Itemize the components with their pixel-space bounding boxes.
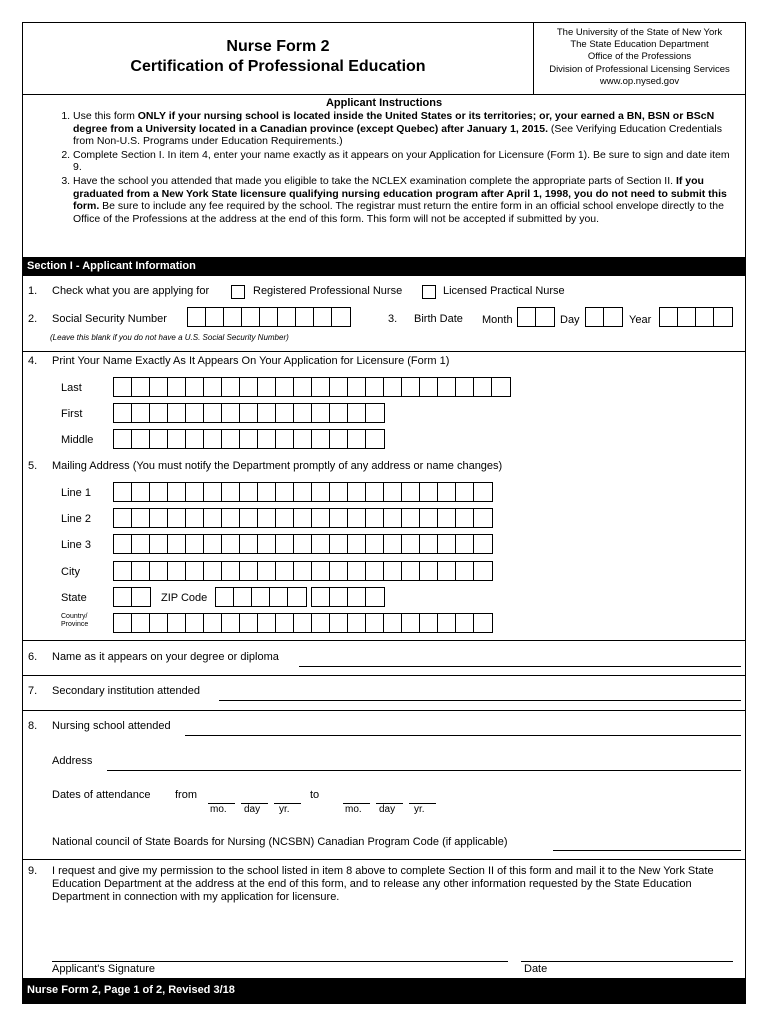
zip-label: ZIP Code: [161, 592, 208, 604]
zip-input[interactable]: [215, 587, 307, 607]
form-title-line2: Certification of Professional Education: [130, 58, 426, 75]
city-label: City: [61, 566, 80, 578]
to-label: to: [310, 789, 320, 801]
divider: [23, 710, 745, 711]
item-number: 3.: [388, 313, 398, 325]
item-number: 5.: [28, 460, 38, 472]
name-section-label: Print Your Name Exactly As It Appears On Your Application for Licensure (Form 1): [52, 355, 450, 367]
day-label: Day: [560, 314, 580, 326]
agency-line: The University of the State of New York: [556, 27, 723, 38]
secondary-institution-label: Secondary institution attended: [52, 685, 200, 697]
q1-label: Check what you are applying for: [52, 285, 210, 297]
nursing-school-address-field[interactable]: [107, 770, 741, 771]
agency-line: Division of Professional Licensing Services: [549, 63, 730, 75]
ssn-label: Social Security Number: [52, 313, 167, 325]
state-label: State: [61, 592, 87, 604]
yr-label: yr.: [279, 804, 290, 815]
agency-block: [533, 23, 745, 94]
item-number: 7.: [28, 685, 38, 697]
signature-label: Applicant's Signature: [52, 963, 155, 975]
secondary-institution-field[interactable]: [219, 700, 741, 701]
form-title: [23, 37, 533, 77]
permission-statement: I request and give my permission to the school listed in item 8 above to complete Section II of this form and mail it to the New York State Education Department at the address at the end of this form, and to release any other information requested by the State Education Department in connection with my application for licensure.: [52, 865, 714, 903]
year-label: Year: [629, 314, 652, 326]
address-line3-input[interactable]: [113, 534, 493, 554]
address-line1-input[interactable]: [113, 482, 493, 502]
item-number: 9.: [28, 865, 38, 877]
month-label: Month: [482, 314, 513, 326]
form-header: [23, 23, 745, 95]
middle-name-input[interactable]: [113, 429, 385, 449]
last-name-input[interactable]: [113, 377, 511, 397]
divider: [23, 640, 745, 641]
ssn-input[interactable]: [187, 307, 351, 327]
instruction-item: 3. Have the school you attended that made you eligible to take the NCLEX examination complete the appropriate parts of Section II. If you graduated from a New York State licensure qualifying nursing education program after April 1, 1998, you do not need to submit this form. Be sure to include any fee required by the school. The registrar must return the entire form in an official school envelope directly to the Office of the Professions at the address at the end of this form. This form will not be accepted if submitted by you.: [73, 175, 737, 225]
degree-name-field[interactable]: [299, 666, 741, 667]
agency-website: www.op.nysed.gov: [599, 75, 680, 87]
nurse-form: [22, 22, 746, 1004]
rn-checkbox[interactable]: [231, 285, 245, 299]
state-input[interactable]: [113, 587, 151, 607]
middle-name-label: Middle: [61, 434, 94, 446]
section-1-header: Section I - Applicant Information: [23, 257, 745, 276]
item-number: 1.: [28, 285, 38, 297]
last-name-label: Last: [61, 382, 82, 394]
degree-name-label: Name as it appears on your degree or diploma: [52, 651, 279, 663]
birth-month-input[interactable]: [517, 307, 555, 327]
mo-label: mo.: [210, 804, 227, 815]
form-title-line1: Nurse Form 2: [226, 38, 330, 55]
page-footer: Nurse Form 2, Page 1 of 2, Revised 3/18: [23, 978, 745, 1003]
line1-label: Line 1: [61, 487, 91, 499]
birth-date-label: Birth Date: [414, 313, 463, 325]
agency-line: The State Education Department: [570, 39, 709, 51]
first-name-input[interactable]: [113, 403, 385, 423]
city-input[interactable]: [113, 561, 493, 581]
instruction-item: 2. Complete Section I. In item 4, enter your name exactly as it appears on your Application for Licensure (Form 1). Be sure to sign and date item 9.: [73, 149, 737, 174]
birth-year-input[interactable]: [659, 307, 733, 327]
address-line2-input[interactable]: [113, 508, 493, 528]
instruction-item: 1. Use this form ONLY if your nursing school is located inside the United States or its territories; or, your earned a BN, BSN or BScN degree from a University located in a Canadian province (except Quebec) after January 1, 2015. (See Verifying Education Credentials from Non-U.S. Programs under Education Requirements.): [73, 110, 737, 148]
line3-label: Line 3: [61, 539, 91, 551]
signature-field[interactable]: [52, 961, 508, 962]
address-label: Address: [52, 755, 93, 767]
from-label: from: [175, 789, 197, 801]
day-label: day: [379, 804, 396, 815]
item-number: 4.: [28, 355, 38, 367]
date-label: Date: [524, 963, 548, 975]
ssn-note: (Leave this blank if you do not have a U.S. Social Security Number): [50, 333, 289, 342]
first-name-label: First: [61, 408, 83, 420]
lpn-option-label: Licensed Practical Nurse: [443, 285, 565, 297]
day-label: day: [244, 804, 261, 815]
instructions-title: Applicant Instructions: [325, 97, 443, 109]
nursing-school-label: Nursing school attended: [52, 720, 171, 732]
rn-option-label: Registered Professional Nurse: [253, 285, 403, 297]
yr-label: yr.: [414, 804, 425, 815]
applicant-instructions: [23, 95, 745, 226]
item-number: 2.: [28, 313, 38, 325]
mo-label: mo.: [345, 804, 362, 815]
agency-line: Office of the Professions: [587, 51, 692, 63]
line2-label: Line 2: [61, 513, 91, 525]
mailing-address-label: Mailing Address (You must notify the Department promptly of any address or name changes): [52, 460, 503, 472]
birth-day-input[interactable]: [585, 307, 623, 327]
country-province-label: Country/ Province: [61, 613, 89, 628]
divider: [23, 351, 745, 352]
instructions-list: [23, 110, 745, 225]
divider: [23, 859, 745, 860]
lpn-checkbox[interactable]: [422, 285, 436, 299]
zip-extension-input[interactable]: [311, 587, 385, 607]
divider: [23, 675, 745, 676]
ncsbn-code-field[interactable]: [553, 850, 741, 851]
item-number: 6.: [28, 651, 38, 663]
country-province-input[interactable]: [113, 613, 493, 633]
date-field[interactable]: [521, 961, 733, 962]
dates-of-attendance-label: Dates of attendance: [52, 789, 151, 801]
item-number: 8.: [28, 720, 38, 732]
nursing-school-field[interactable]: [185, 735, 741, 736]
ncsbn-code-label: National council of State Boards for Nursing (NCSBN) Canadian Program Code (if applicable): [52, 836, 508, 848]
